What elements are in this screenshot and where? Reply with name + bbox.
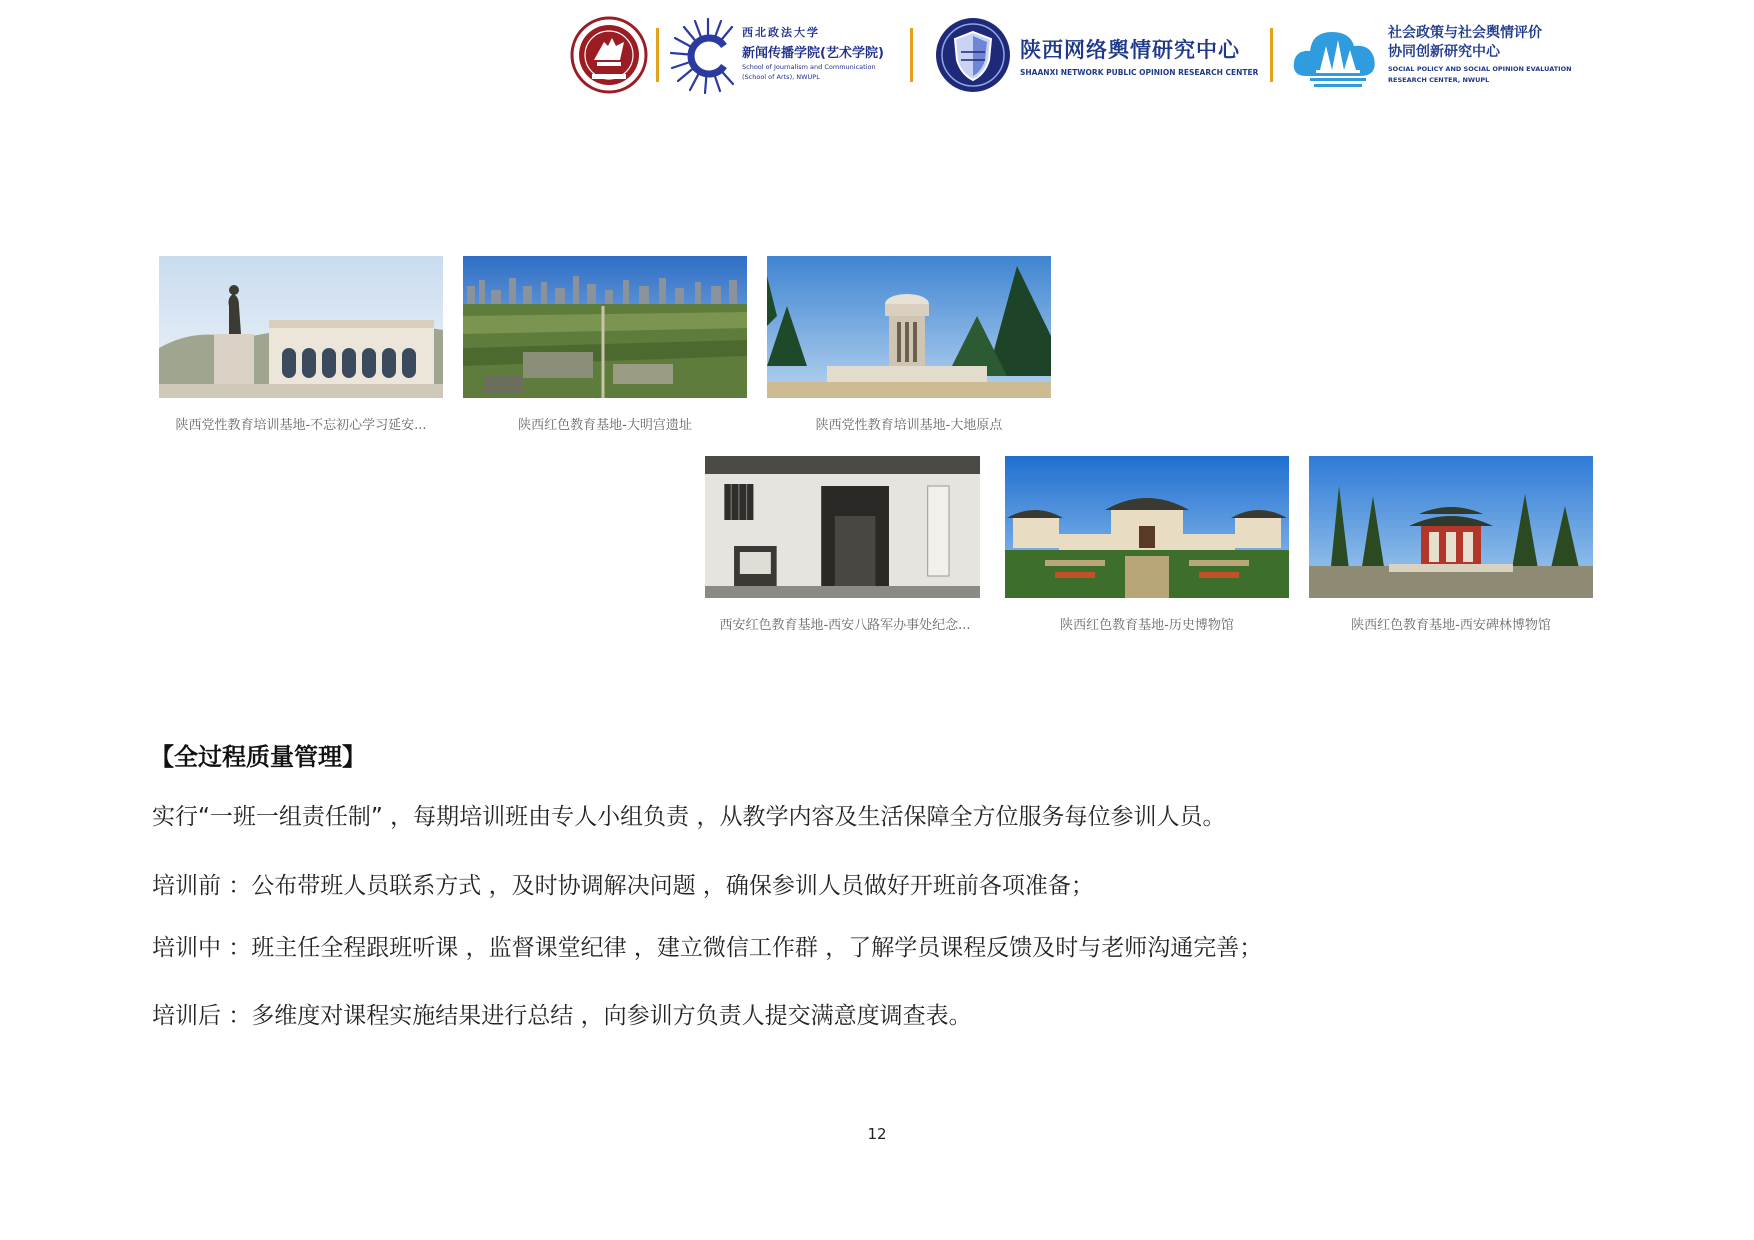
photo-city-aerial	[463, 256, 747, 398]
memorial-hall-photo	[159, 256, 443, 398]
school-name-en-1: School of Journalism and Communication	[742, 63, 876, 71]
university-seal-logo	[570, 16, 648, 94]
school-name-en-2: (School of Arts), NWUPL	[742, 73, 820, 81]
section-heading: 【全过程质量管理】	[150, 743, 366, 771]
photo-caption: 陕西党性教育培训基地-不忘初心学习延安...	[175, 418, 427, 433]
journalism-school-logo	[668, 16, 748, 96]
paragraph-before-training: 培训前 ：公布带班人员联系方式 ，及时协调解决问题 ，确保参训人员做好开班前各项准备；	[152, 873, 1094, 899]
photo-caption: 西安红色教育基地-西安八路军办事处纪念...	[719, 618, 971, 633]
office-gate-photo	[705, 456, 980, 598]
photo-caption: 陕西红色教育基地-历史博物馆	[1060, 618, 1234, 633]
opinion-center-title	[1020, 34, 1258, 77]
paragraph-during-training: 培训中 ：班主任全程跟班听课 ，监督课堂纪律 ，建立微信工作群 ，了解学员课程反馈及时与老师沟通完善；	[152, 935, 1263, 961]
policy-center-cloud-logo	[1290, 20, 1382, 90]
policy-center-name-en-1: SOCIAL POLICY AND SOCIAL OPINION EVALUATION	[1388, 65, 1572, 73]
photo-memorial-hall	[159, 256, 443, 398]
photo-pavilion	[1309, 456, 1593, 598]
journalism-school-title	[742, 24, 902, 81]
paragraph-intro: 实行“一班一组责任制” ，每期培训班由专人小组负责 ，从教学内容及生活保障全方位服务每位参训人员。	[152, 804, 1226, 830]
header-logos	[570, 14, 1600, 100]
photo-history-museum	[1005, 456, 1289, 598]
observatory-tower-photo	[767, 256, 1051, 398]
page-number: 12	[867, 1125, 887, 1143]
policy-center-title	[1388, 24, 1572, 84]
history-museum-photo	[1005, 456, 1289, 598]
city-aerial-photo	[463, 256, 747, 398]
photo-caption: 陕西党性教育培训基地-大地原点	[815, 418, 1003, 433]
opinion-center-name-en: SHAANXI NETWORK PUBLIC OPINION RESEARCH CENTER	[1020, 68, 1259, 77]
opinion-center-logo	[934, 16, 1012, 94]
opinion-center-name: 陕西网络舆情研究中心	[1020, 38, 1240, 62]
photo-office-gate	[705, 456, 980, 598]
header-divider	[656, 28, 659, 82]
policy-center-name-en-2: RESEARCH CENTER, NWUPL	[1388, 76, 1490, 84]
policy-center-name-2: 协同创新研究中心	[1388, 44, 1500, 60]
photo-caption: 陕西红色教育基地-大明宫遗址	[518, 418, 692, 433]
header-divider	[1270, 28, 1273, 82]
photo-observatory	[767, 256, 1051, 398]
university-name: 西北政法大学	[742, 26, 820, 39]
photo-caption: 陕西红色教育基地-西安碑林博物馆	[1351, 618, 1551, 633]
header-divider	[910, 28, 913, 82]
policy-center-name-1: 社会政策与社会舆情评价	[1388, 25, 1542, 41]
paragraph-after-training: 培训后 ：多维度对课程实施结果进行总结 ，向参训方负责人提交满意度调查表。	[152, 1003, 972, 1029]
school-name: 新闻传播学院(艺术学院)	[742, 46, 884, 61]
pavilion-photo	[1309, 456, 1593, 598]
